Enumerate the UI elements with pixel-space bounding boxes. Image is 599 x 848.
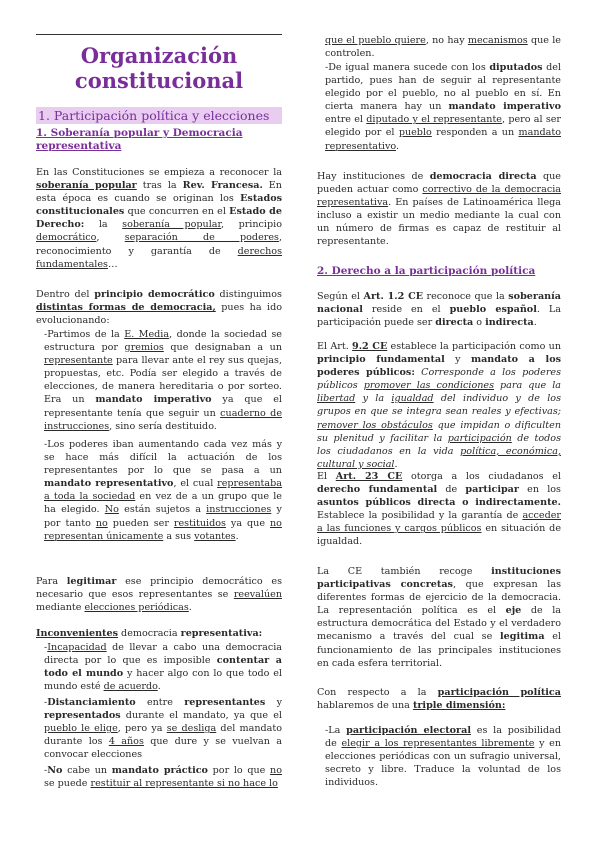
- text-run: .: [188, 602, 192, 614]
- text-run: tras la: [136, 180, 183, 192]
- text-run: Rev. Francesa.: [182, 180, 263, 192]
- text-run: , el cual: [173, 478, 218, 490]
- text-run: Art. 1.2 CE: [363, 291, 424, 302]
- text-run: de: [437, 484, 466, 496]
- text-run: a sus: [163, 530, 195, 542]
- text-run: promover las condiciones: [363, 380, 495, 392]
- title-rule: [36, 34, 282, 35]
- text-run: para que la: [494, 380, 561, 392]
- text-run: principio democrático: [94, 289, 215, 300]
- text-run: pueden ser: [107, 517, 174, 529]
- text-run: ,: [96, 232, 125, 244]
- text-run: que el pueblo quiere: [325, 35, 426, 46]
- paragraph-art-9-2: [317, 340, 561, 471]
- text-run: Para: [36, 576, 67, 587]
- text-run: No: [104, 504, 119, 516]
- text-run: se puede: [44, 778, 91, 790]
- text-run: Incapacidad: [47, 642, 107, 653]
- text-run: Inconvenientes: [36, 628, 118, 639]
- text-run: mandato a los poderes públicos:: [317, 354, 561, 379]
- text-run: legitima: [499, 631, 545, 643]
- text-run: entre: [135, 697, 185, 708]
- text-run: remover los obstáculos: [317, 419, 433, 431]
- text-run: o: [473, 317, 486, 329]
- text-run: durante el mandato, ya que el: [120, 710, 282, 722]
- text-run: y hacer algo con lo que todo el mundo esté: [44, 668, 282, 693]
- text-run: política, económica, cultural y social: [317, 445, 561, 470]
- text-run: del partido, pues han de seguir al representante elegido por el pueblo, no al pueblo en sí. En cierta manera hay un: [325, 62, 561, 113]
- text-run: reconoce que la: [423, 291, 509, 302]
- text-run: que impidan o dificulten su plenitud y facilitar la: [317, 419, 561, 444]
- text-run: no: [270, 765, 283, 776]
- text-run: reside en el: [362, 304, 450, 316]
- paragraph-legitimar: [36, 575, 282, 614]
- text-run: eje: [505, 605, 522, 617]
- text-run: para llevar ante el rey sus quejas, propuestas, etc. Podía ser elegido a través de elecciones, de manera hereditaria o por sorteo. Era un: [44, 355, 282, 406]
- paragraph-art-1-2: [317, 290, 561, 329]
- paragraph-incapacidad: [36, 641, 282, 693]
- text-run: , principio: [221, 219, 282, 231]
- text-run: 9.2 CE: [352, 341, 388, 352]
- text-run: gremios: [124, 342, 164, 354]
- text-run: El Art.: [317, 341, 353, 352]
- text-run: por lo que: [207, 765, 271, 776]
- text-run: .: [395, 140, 400, 152]
- text-run: -Partimos de la: [44, 329, 125, 340]
- text-run: entre el: [325, 114, 367, 126]
- text-run: separación de poderes: [124, 232, 279, 244]
- text-run: Art. 23 CE: [335, 471, 403, 482]
- text-run: representativa:: [180, 628, 263, 639]
- text-run: .: [157, 681, 161, 693]
- text-run: de llevar a cabo una democracia directa por lo que es imposible: [44, 642, 282, 667]
- text-run: de todos los ciudadanos en la vida: [317, 432, 561, 457]
- text-run: . En países de Latinoamérica llega incluso a existir un medio mediante la cual con un número de firmas es capaz de restituir al representante.: [317, 197, 561, 248]
- text-run: diputados: [489, 62, 543, 73]
- text-run: otorga a los ciudadanos el: [402, 471, 562, 482]
- text-run: , que expresan las diferentes formas de ejercicio de la democracia. La representación política es el: [317, 579, 561, 617]
- paragraph-mandato-practico: [36, 764, 282, 790]
- text-run: asuntos públicos directa o indirectamente.: [317, 497, 561, 509]
- text-run: Estado de Derecho:: [36, 206, 282, 231]
- text-run: mandato representativo: [325, 127, 561, 152]
- text-run: y en elecciones periódicas con un sufragio universal, secreto y libre. Traduce la voluntad de los individuos.: [325, 738, 561, 789]
- text-run: libertad: [317, 393, 356, 405]
- text-run: democracia: [118, 628, 181, 639]
- text-run: representaba a toda la sociedad: [44, 478, 282, 503]
- text-run: Distanciamiento: [47, 697, 136, 708]
- text-run: soberanía popular: [36, 180, 137, 192]
- text-run: pueblo español: [449, 304, 537, 316]
- text-run: representados: [44, 710, 121, 722]
- text-run: participación: [447, 432, 512, 444]
- text-run: diputado y el representante: [366, 114, 502, 126]
- title-line-2: constitucional: [74, 68, 244, 93]
- text-run: democracia directa: [429, 171, 537, 182]
- text-run: es la posibilidad de: [325, 725, 562, 750]
- paragraph-edad-media: [36, 328, 282, 433]
- text-run: mandato práctico: [111, 765, 208, 776]
- text-run: , no hay: [425, 35, 468, 46]
- text-run: En esta época es cuando se originan los: [36, 180, 282, 205]
- paragraph-principio-democratico: [36, 288, 282, 327]
- page-title: [36, 43, 282, 93]
- text-run: distinguimos: [214, 289, 282, 300]
- text-run: que le controlen.: [325, 35, 561, 60]
- text-run: mecanismos: [467, 35, 528, 46]
- paragraph-controles: [317, 34, 561, 60]
- text-run: hablaremos de una: [317, 700, 413, 712]
- paragraph-instituciones-participativas: [317, 565, 561, 670]
- section-heading-1: 1. Participación política y elecciones: [36, 107, 282, 124]
- text-run: soberanía popular: [122, 219, 222, 231]
- paragraph-constituciones: [36, 166, 282, 271]
- text-run: elegir a los representantes libremente: [341, 738, 535, 750]
- text-run: legitimar: [66, 576, 117, 587]
- text-run: y: [265, 697, 282, 708]
- text-run: representantes: [184, 697, 266, 708]
- text-run: en vez de a un grupo que le ha elegido.: [44, 491, 282, 516]
- subheading-derecho-participacion: 2. Derecho a la participación política: [317, 265, 536, 277]
- text-run: . La participación puede ser: [317, 304, 561, 329]
- text-run: mandato imperativo: [95, 394, 212, 406]
- text-run: Hay instituciones de: [317, 171, 430, 182]
- text-run: El: [317, 471, 336, 482]
- text-run: 4 años: [108, 736, 144, 748]
- text-run: contentar a todo el mundo: [44, 655, 282, 680]
- text-run: derecho fundamental: [317, 484, 438, 496]
- text-run: instrucciones: [206, 504, 272, 516]
- text-run: cuaderno de instrucciones: [44, 407, 283, 432]
- paragraph-distanciamiento: [36, 696, 282, 761]
- text-run: participación política: [437, 687, 561, 698]
- text-run: de la estructura democrática del Estado y el verdadero mecanismo a través del cual se: [317, 605, 561, 643]
- text-run: .: [533, 317, 537, 329]
- text-run: , pero al ser elegido por el: [325, 114, 562, 139]
- text-run: Con respecto a la: [317, 687, 438, 698]
- text-run: mediante: [36, 602, 85, 614]
- text-run: pueblo le elige: [44, 723, 118, 735]
- text-run: que dure y se vuelvan a convocar elecciones: [44, 736, 282, 761]
- text-run: que concurren en el: [124, 206, 230, 218]
- text-run: -: [44, 765, 48, 776]
- text-run: derechos fundamentales: [36, 245, 282, 270]
- text-run: Dentro del: [36, 289, 95, 300]
- text-run: representante: [44, 355, 113, 367]
- text-run: responden a un: [431, 127, 519, 139]
- text-run: .: [235, 530, 239, 542]
- text-run: directa: [435, 317, 474, 329]
- text-run: se desliga: [166, 723, 217, 735]
- text-run: no: [95, 517, 108, 529]
- text-run: el funcionamiento de las principales instituciones en cada esfera territorial.: [317, 631, 561, 669]
- paragraph-participacion-electoral: [317, 724, 561, 789]
- text-run: -Los poderes iban aumentando cada vez más y se hace más difícil la actuación de los representantes por lo que se pasa a un: [44, 439, 282, 477]
- text-run: , pero ya: [117, 723, 167, 735]
- text-run: Corresponde a los poderes públicos: [317, 367, 562, 392]
- text-run: mandato imperativo: [448, 101, 561, 113]
- text-run: elecciones periódicas: [84, 602, 189, 614]
- text-run: principio fundamental: [317, 354, 445, 366]
- paragraph-diputados: [317, 61, 561, 153]
- text-run: indirecta: [485, 317, 534, 329]
- text-run: que designaban a un: [163, 342, 282, 354]
- text-run: restituidos: [173, 517, 226, 529]
- text-run: votantes: [194, 530, 236, 542]
- text-run: y la: [355, 393, 392, 405]
- text-run: pueblo: [398, 127, 432, 139]
- text-run: …: [107, 258, 118, 270]
- text-run: E. Media: [124, 329, 170, 340]
- text-run: acceder a las funciones y cargos públicos: [317, 510, 561, 535]
- text-run: Establece la posibilidad y la garantía de: [317, 510, 523, 522]
- text-run: y por tanto: [44, 504, 282, 529]
- text-run: No: [47, 765, 63, 776]
- text-run: la: [84, 219, 123, 231]
- text-run: , donde la sociedad se estructura por: [44, 329, 282, 354]
- text-run: -De igual manera sucede con los: [325, 62, 490, 73]
- text-run: participación electoral: [346, 725, 471, 736]
- text-run: pues ha ido evolucionando:: [36, 302, 282, 327]
- text-run: -: [44, 642, 48, 653]
- text-run: -: [44, 697, 48, 708]
- text-run: están sujetos a: [118, 504, 207, 516]
- text-run: reevalúen: [233, 589, 282, 601]
- text-run: correctivo de la democracia representativa: [317, 184, 561, 209]
- text-run: -La: [325, 725, 347, 736]
- text-run: participar: [465, 484, 519, 496]
- text-run: La CE también recoge: [317, 566, 492, 577]
- text-run: mandato representativo: [44, 478, 174, 490]
- text-run: cabe un: [62, 765, 112, 776]
- text-run: , reconocimiento y garantía de: [36, 232, 282, 257]
- text-run: de acuerdo: [103, 681, 158, 693]
- paragraph-triple-dimension: [317, 686, 561, 712]
- text-run: .: [394, 458, 398, 470]
- text-run: En las Constituciones se empieza a reconocer la: [36, 167, 282, 178]
- text-run: en situación de igualdad.: [317, 523, 561, 548]
- text-run: Según el: [317, 291, 364, 302]
- text-run: triple dimensión:: [412, 700, 506, 712]
- paragraph-mandato-representativo: [36, 438, 282, 543]
- text-run: ese principio democrático es necesario que esos representantes se: [36, 576, 282, 601]
- text-run: restituir al representante si no hace lo: [90, 778, 278, 790]
- paragraph-art-23: [317, 470, 561, 549]
- text-run: soberanía nacional: [317, 291, 562, 316]
- text-run: ya que el representante tenía que seguir un: [44, 394, 282, 419]
- text-run: del mandato durante los: [44, 723, 282, 748]
- text-run: en los: [518, 484, 561, 496]
- paragraph-democracia-directa: [317, 170, 561, 249]
- text-run: distintas formas de democracia,: [36, 302, 216, 314]
- text-run: no representan únicamente: [44, 517, 282, 542]
- subheading-soberania: 1. Soberanía popular y Democracia representativa: [36, 127, 243, 152]
- text-run: instituciones participativas concretas: [317, 566, 561, 591]
- text-run: democrático: [36, 232, 97, 244]
- text-run: del individuo y de los grupos en que se integra sean reales y efectivas;: [317, 393, 561, 418]
- text-run: ya que: [225, 517, 270, 529]
- text-run: establece la participación como un: [387, 341, 561, 352]
- text-run: Estados constitucionales: [36, 193, 282, 218]
- text-run: , sino sería destituido.: [109, 420, 217, 432]
- paragraph-inconvenientes: [36, 627, 282, 640]
- text-run: igualdad: [391, 393, 434, 405]
- title-line-1: Organización: [80, 43, 238, 68]
- text-run: que pueden actuar como: [317, 171, 561, 196]
- text-run: y: [444, 354, 471, 366]
